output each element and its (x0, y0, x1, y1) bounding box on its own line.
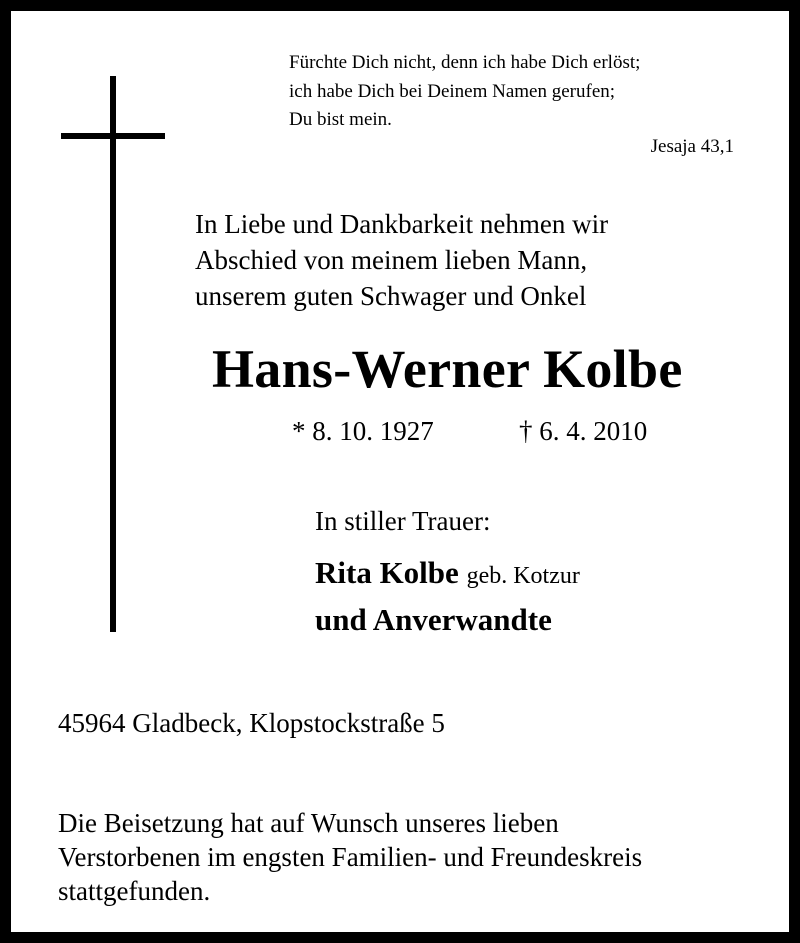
verse-line: Du bist mein. (289, 109, 392, 130)
intro-line: unserem guten Schwager und Onkel (195, 281, 587, 311)
notice-line: Verstorbenen im engsten Familien- und Freundeskreis (58, 842, 643, 872)
deceased-name: Hans-Werner Kolbe (212, 339, 683, 399)
intro-line: In Liebe und Dankbarkeit nehmen wir (195, 209, 609, 239)
burial-notice (58, 806, 642, 908)
primary-mourner (315, 555, 580, 591)
address: 45964 Gladbeck, Klopstockstraße 5 (58, 708, 445, 738)
birth-date: * 8. 10. 1927 (292, 416, 434, 446)
mourning-heading: In stiller Trauer: (315, 506, 491, 536)
other-mourners: und Anverwandte (315, 602, 552, 637)
notice-line: Die Beisetzung hat auf Wunsch unseres lieben (58, 808, 559, 838)
notice-line: stattgefunden. (58, 876, 211, 906)
primary-mourner-name: Rita Kolbe (315, 555, 459, 590)
verse-line: Fürchte Dich nicht, denn ich habe Dich erlöst; (289, 52, 641, 73)
primary-mourner-nee: geb. Kotzur (466, 563, 580, 589)
cross-vertical-bar (110, 76, 116, 632)
cross-horizontal-bar (61, 133, 165, 139)
death-date: † 6. 4. 2010 (519, 416, 648, 446)
verse-line: ich habe Dich bei Deinem Namen gerufen; (289, 80, 616, 102)
bible-verse (289, 49, 640, 135)
intro-text (195, 206, 608, 314)
verse-reference: Jesaja 43,1 (650, 136, 734, 157)
intro-line: Abschied von meinem lieben Mann, (195, 245, 588, 275)
